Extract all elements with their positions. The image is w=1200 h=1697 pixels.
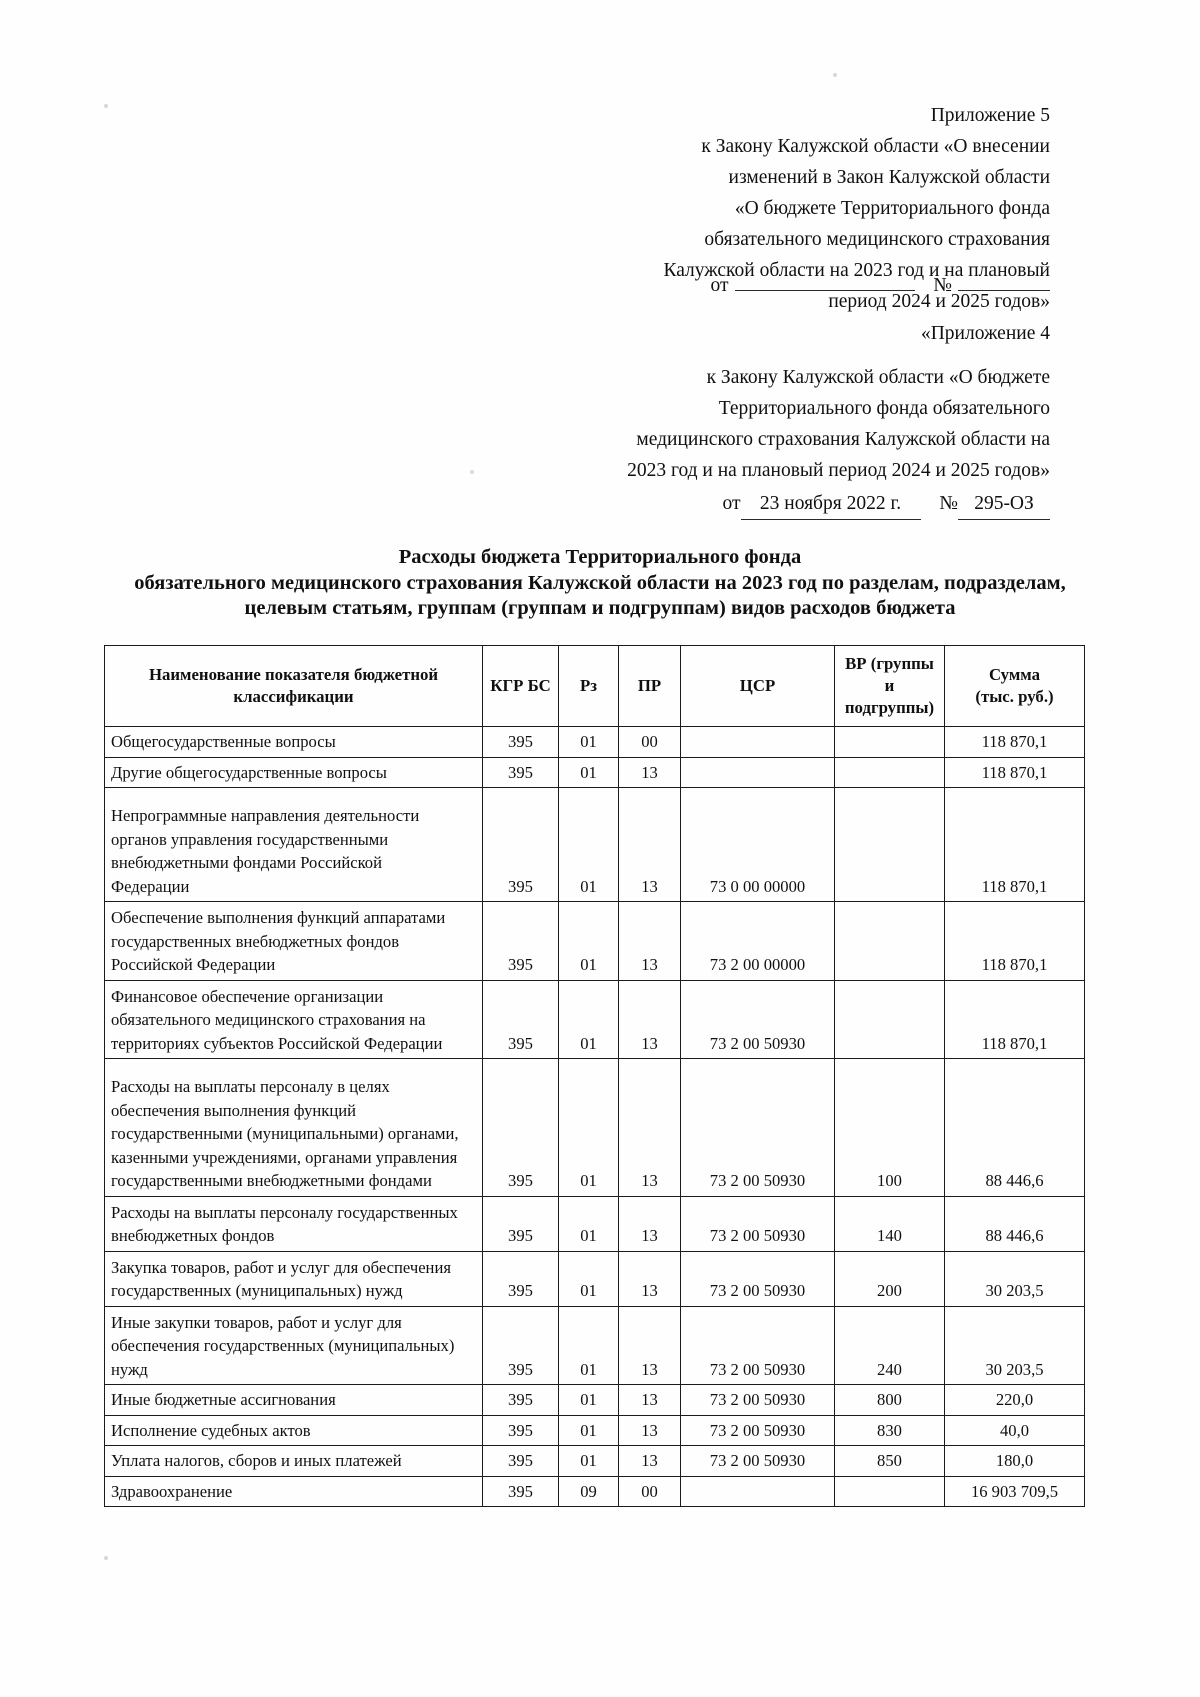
indicator-name-line: Российской Федерации [111, 955, 276, 974]
page-title-line: целевым статьям, группам (группам и подгруппам) видов расходов бюджета [244, 597, 956, 619]
cell-indicator-name [105, 1251, 483, 1306]
cell-indicator-name [105, 1059, 483, 1197]
cell-indicator-name [105, 788, 483, 902]
col-header-rz: Рз [559, 646, 619, 727]
appendix-5-line: Калужской области на 2023 год и на плановый [663, 260, 1050, 281]
cell-vr: 140 [835, 1196, 945, 1251]
indicator-name-line: органов управления государственными [111, 829, 389, 849]
cell-csr: 73 0 00 00000 [681, 788, 835, 902]
indicator-name-line: внебюджетными фондами Российской [111, 853, 382, 872]
scan-artifact [104, 104, 108, 108]
cell-pr: 13 [619, 1446, 681, 1477]
col-header-name [105, 646, 483, 727]
table-row [105, 1385, 1085, 1416]
cell-rz: 01 [559, 1415, 619, 1446]
cell-indicator-name [105, 1415, 483, 1446]
appendix-4-line: Территориального фонда обязательного [718, 398, 1050, 419]
table-row [105, 1415, 1085, 1446]
cell-pr: 13 [619, 902, 681, 981]
col-header-sum-l1: Сумма [988, 665, 1040, 684]
col-header-vr-l1: ВР (группы [845, 654, 934, 673]
indicator-name-line: внебюджетных фондов [111, 1226, 275, 1245]
cell-csr: 73 2 00 50930 [681, 1415, 835, 1446]
col-header-name-l1: Наименование показателя бюджетной [148, 665, 439, 684]
appendix-5-line: обязательного медицинского страхования [704, 229, 1050, 250]
table-row [105, 1059, 1085, 1197]
cell-kgrbs: 395 [483, 1059, 559, 1197]
indicator-name-line: государственными внебюджетными фондами [111, 1171, 432, 1190]
from-date-value: 23 ноября 2022 г. [741, 490, 921, 520]
budget-expenses-table [104, 645, 1085, 1507]
indicator-name-line: обеспечения государственных (муниципальных) [111, 1336, 455, 1355]
appendix-5-line: «О бюджете Территориального фонда [734, 198, 1050, 219]
cell-indicator-name [105, 980, 483, 1059]
cell-indicator-name [105, 1306, 483, 1385]
number-label: № [939, 493, 958, 514]
cell-rz: 09 [559, 1476, 619, 1507]
from-date-blank[interactable] [735, 290, 915, 291]
cell-rz: 01 [559, 757, 619, 788]
indicator-name-line: Исполнение судебных актов [111, 1420, 311, 1440]
indicator-name-line: Иные закупки товаров, работ и услуг для [111, 1312, 402, 1332]
cell-rz: 01 [559, 980, 619, 1059]
cell-vr: 200 [835, 1251, 945, 1306]
indicator-name-line: Иные бюджетные ассигнования [111, 1390, 336, 1409]
cell-vr [835, 788, 945, 902]
cell-sum: 88 446,6 [945, 1196, 1085, 1251]
cell-csr: 73 2 00 50930 [681, 1251, 835, 1306]
indicator-name-line: Финансовое обеспечение организации [111, 986, 384, 1006]
indicator-name-line: Федерации [111, 876, 190, 896]
table-row [105, 1306, 1085, 1385]
appendix-4-header [410, 362, 1050, 486]
cell-indicator-name [105, 727, 483, 758]
appendix-4-title [410, 318, 1050, 349]
cell-vr [835, 902, 945, 981]
indicator-name-line: Расходы на выплаты персоналу в целях [111, 1077, 390, 1096]
cell-pr: 13 [619, 1251, 681, 1306]
from-label: от [722, 493, 741, 514]
cell-pr: 13 [619, 1059, 681, 1197]
cell-pr: 13 [619, 788, 681, 902]
cell-rz: 01 [559, 902, 619, 981]
indicator-name-line: Расходы на выплаты персоналу государственных [111, 1202, 458, 1222]
cell-indicator-name [105, 1476, 483, 1507]
col-header-sum [945, 646, 1085, 727]
table-row [105, 980, 1085, 1059]
cell-vr [835, 757, 945, 788]
table-row [105, 1476, 1085, 1507]
cell-sum: 16 903 709,5 [945, 1476, 1085, 1507]
cell-csr: 73 2 00 00000 [681, 902, 835, 981]
indicator-name-line: нужд [111, 1359, 148, 1379]
page-title-line: обязательного медицинского страхования Калужской области на 2023 год по разделам, подразделам, [134, 571, 1066, 594]
cell-vr: 240 [835, 1306, 945, 1385]
indicator-name-line: Непрограммные направления деятельности [111, 806, 420, 825]
cell-rz: 01 [559, 1385, 619, 1416]
indicator-name-line: государственными (муниципальными) органами, [111, 1124, 459, 1143]
table-row [105, 1251, 1085, 1306]
table-row [105, 1446, 1085, 1477]
cell-sum: 118 870,1 [945, 727, 1085, 758]
cell-kgrbs: 395 [483, 1306, 559, 1385]
appendix-5-line: к Закону Калужской области «О внесении [701, 136, 1050, 157]
appendix-5-line: период 2024 и 2025 годов» [828, 291, 1050, 312]
cell-sum: 180,0 [945, 1446, 1085, 1477]
from-label: от [710, 275, 729, 296]
cell-kgrbs: 395 [483, 1251, 559, 1306]
cell-csr [681, 757, 835, 788]
cell-rz: 01 [559, 1059, 619, 1197]
cell-pr: 13 [619, 1306, 681, 1385]
cell-pr: 00 [619, 1476, 681, 1507]
appendix-5-signature-line [410, 272, 1050, 300]
table-header-row [105, 646, 1085, 727]
cell-vr: 830 [835, 1415, 945, 1446]
cell-csr: 73 2 00 50930 [681, 980, 835, 1059]
appendix-4-signature-line [410, 490, 1050, 520]
cell-sum: 118 870,1 [945, 980, 1085, 1059]
col-header-name-l2: классификации [233, 687, 354, 706]
cell-sum: 40,0 [945, 1415, 1085, 1446]
cell-rz: 01 [559, 727, 619, 758]
appendix-4-title-text: «Приложение 4 [920, 323, 1050, 344]
cell-csr: 73 2 00 50930 [681, 1385, 835, 1416]
cell-kgrbs: 395 [483, 788, 559, 902]
cell-kgrbs: 395 [483, 980, 559, 1059]
cell-sum: 30 203,5 [945, 1306, 1085, 1385]
cell-kgrbs: 395 [483, 1196, 559, 1251]
col-header-vr-l2: и [884, 676, 895, 695]
cell-indicator-name [105, 1385, 483, 1416]
cell-kgrbs: 395 [483, 902, 559, 981]
cell-indicator-name [105, 1446, 483, 1477]
cell-kgrbs: 395 [483, 1446, 559, 1477]
cell-csr [681, 1476, 835, 1507]
cell-indicator-name [105, 902, 483, 981]
indicator-name-line: государственных внебюджетных фондов [111, 931, 400, 951]
col-header-csr: ЦСР [681, 646, 835, 727]
cell-sum: 88 446,6 [945, 1059, 1085, 1197]
indicator-name-line: Обеспечение выполнения функций аппаратами [111, 908, 446, 927]
col-header-sum-l2: (тыс. руб.) [975, 687, 1054, 706]
col-header-pr: ПР [619, 646, 681, 727]
cell-kgrbs: 395 [483, 727, 559, 758]
cell-csr: 73 2 00 50930 [681, 1306, 835, 1385]
indicator-name-line: Другие общегосударственные вопросы [111, 762, 387, 782]
cell-kgrbs: 395 [483, 1385, 559, 1416]
cell-vr: 100 [835, 1059, 945, 1197]
cell-sum: 30 203,5 [945, 1251, 1085, 1306]
page-title [60, 545, 1140, 622]
table-row [105, 788, 1085, 902]
cell-vr [835, 1476, 945, 1507]
cell-kgrbs: 395 [483, 757, 559, 788]
appendix-5-line: изменений в Закон Калужской области [728, 167, 1050, 188]
cell-csr [681, 727, 835, 758]
number-label: № [933, 275, 952, 296]
number-value: 295-ОЗ [958, 490, 1050, 520]
cell-rz: 01 [559, 1196, 619, 1251]
col-header-vr [835, 646, 945, 727]
table-row [105, 902, 1085, 981]
table-row [105, 757, 1085, 788]
page-title-line: Расходы бюджета Территориального фонда [398, 546, 802, 568]
cell-sum: 220,0 [945, 1385, 1085, 1416]
indicator-name-line: Закупка товаров, работ и услуг для обеспечения [111, 1257, 451, 1277]
indicator-name-line: территориях субъектов Российской Федерации [111, 1033, 443, 1053]
cell-rz: 01 [559, 788, 619, 902]
indicator-name-line: Здравоохранение [111, 1481, 233, 1501]
cell-csr: 73 2 00 50930 [681, 1196, 835, 1251]
table-body [105, 727, 1085, 1507]
indicator-name-line: Уплата налогов, сборов и иных платежей [111, 1451, 402, 1470]
appendix-4-line: медицинского страхования Калужской области на [636, 429, 1050, 450]
cell-vr [835, 980, 945, 1059]
cell-pr: 00 [619, 727, 681, 758]
cell-vr: 800 [835, 1385, 945, 1416]
cell-pr: 13 [619, 1415, 681, 1446]
cell-kgrbs: 395 [483, 1415, 559, 1446]
cell-csr: 73 2 00 50930 [681, 1446, 835, 1477]
cell-csr: 73 2 00 50930 [681, 1059, 835, 1197]
cell-kgrbs: 395 [483, 1476, 559, 1507]
table-row [105, 1196, 1085, 1251]
cell-vr [835, 727, 945, 758]
cell-vr: 850 [835, 1446, 945, 1477]
indicator-name-line: казенными учреждениями, органами управления [111, 1147, 458, 1167]
scan-artifact [104, 1556, 108, 1560]
cell-rz: 01 [559, 1251, 619, 1306]
cell-rz: 01 [559, 1446, 619, 1477]
col-header-kgrbs: КГР БС [483, 646, 559, 727]
cell-sum: 118 870,1 [945, 902, 1085, 981]
cell-pr: 13 [619, 1385, 681, 1416]
cell-indicator-name [105, 757, 483, 788]
appendix-4-line: к Закону Калужской области «О бюджете [706, 367, 1050, 388]
indicator-name-line: обязательного медицинского страхования на [111, 1010, 426, 1029]
appendix-5-line: Приложение 5 [930, 105, 1050, 126]
indicator-name-line: обеспечения выполнения функций [111, 1100, 356, 1120]
cell-pr: 13 [619, 1196, 681, 1251]
scan-artifact [833, 73, 837, 77]
cell-sum: 118 870,1 [945, 788, 1085, 902]
table-row [105, 727, 1085, 758]
appendix-4-line: 2023 год и на плановый период 2024 и 2025 годов» [627, 460, 1050, 481]
indicator-name-line: Общегосударственные вопросы [111, 732, 336, 751]
indicator-name-line: государственных (муниципальных) нужд [111, 1281, 403, 1300]
cell-pr: 13 [619, 757, 681, 788]
number-blank[interactable] [958, 290, 1050, 291]
cell-sum: 118 870,1 [945, 757, 1085, 788]
cell-rz: 01 [559, 1306, 619, 1385]
col-header-vr-l3: подгруппы) [844, 698, 935, 717]
cell-pr: 13 [619, 980, 681, 1059]
cell-indicator-name [105, 1196, 483, 1251]
